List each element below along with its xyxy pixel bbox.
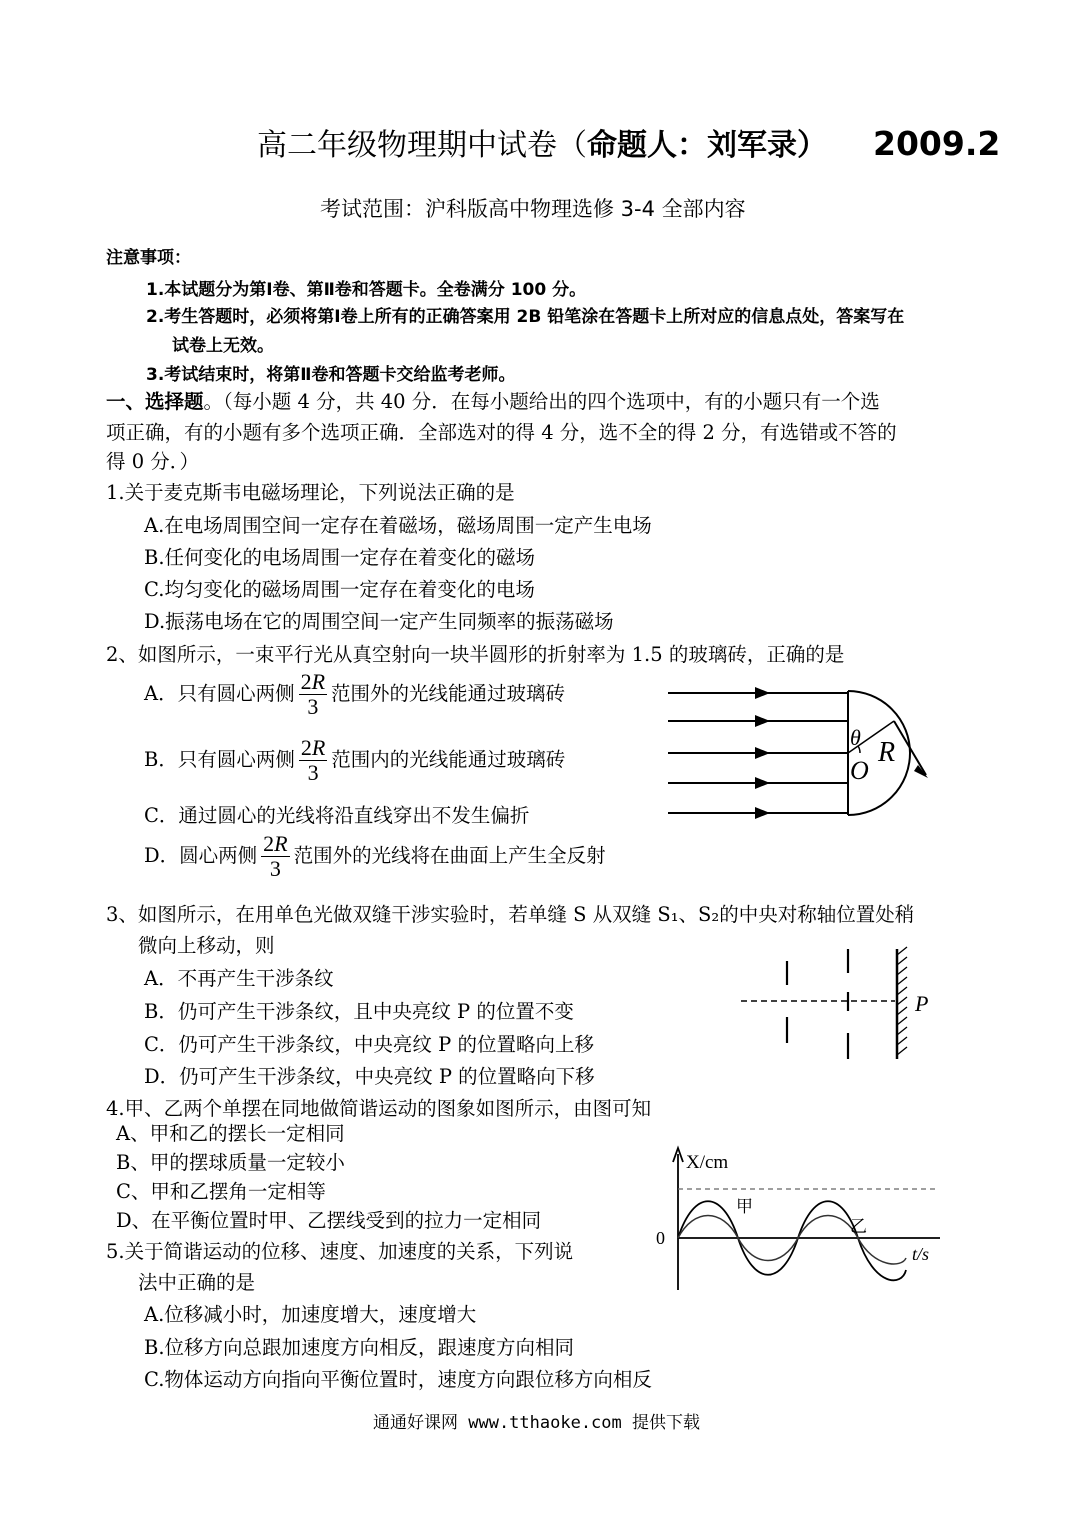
question-3-option-c: C．仍可产生干涉条纹，中央亮纹 P 的位置略向上移 (144, 1033, 594, 1056)
title-author: 命题人：刘军录） (587, 128, 827, 163)
glass-brick-figure (660, 675, 940, 825)
question-5-option-b: B.位移方向总跟加速度方向相反，跟速度方向相同 (144, 1336, 575, 1359)
question-1-stem: 1.关于麦克斯韦电磁场理论，下列说法正确的是 (106, 481, 515, 504)
title-year: 2009.2 (873, 124, 1001, 163)
question-1-option-d: D.振荡电场在它的周围空间一定产生同频率的振荡磁场 (144, 610, 614, 633)
note-item-3: 3.考试结束时，将第Ⅱ卷和答题卡交给监考老师。 (146, 365, 516, 385)
curve-jia (678, 1201, 906, 1280)
point-p-label: P (915, 991, 929, 1016)
notes-heading: 注意事项： (106, 248, 191, 268)
double-slit-figure (735, 945, 955, 1065)
theta-label: θ (850, 725, 861, 750)
fraction-2r-over-3: $\frac{2R}{3}$ (263, 831, 288, 881)
refracted-ray (894, 721, 926, 775)
radius-r-label: R (878, 737, 896, 768)
center-o-label: O (850, 756, 869, 785)
note-item-2: 2.考生答题时，必须将第Ⅰ卷上所有的正确答案用 2B 铅笔涂在答题卡上所对应的信息点处，答案写在 (146, 307, 905, 327)
question-5-option-c: C.物体运动方向指向平衡位置时，速度方向跟位移方向相反 (144, 1368, 652, 1391)
footer-source: 通通好课网 www.tthaoke.com 提供下载 (373, 1413, 700, 1433)
page-title (257, 120, 1000, 164)
question-1-option-c: C.均匀变化的磁场周围一定存在着变化的电场 (144, 578, 535, 601)
question-5-stem-line-1: 5.关于简谐运动的位移、速度、加速度的关系，下列说 (106, 1240, 574, 1263)
question-3-stem-line-2: 微向上移动，则 (138, 934, 275, 957)
question-1-option-b: B.任何变化的电场周围一定存在着变化的磁场 (144, 546, 536, 569)
question-3-option-b: B．仍可产生干涉条纹，且中央亮纹 P 的位置不变 (144, 1000, 574, 1023)
question-2-option-a: A．只有圆心两侧 $\frac{2R}{3}$ 范围外的光线能通过玻璃砖 (144, 669, 566, 719)
origin-label: 0 (656, 1228, 665, 1248)
fraction-2r-over-3: $\frac{2R}{3}$ (300, 669, 326, 719)
question-4-option-d: D、在平衡位置时甲、乙摆线受到的拉力一定相同 (116, 1209, 542, 1232)
section-intro-line-1: 一、选择题。（每小题 4 分，共 40 分．在每小题给出的四个选项中，有的小题只有一个选 (106, 390, 880, 413)
section-intro-line-3: 得 0 分．） (106, 450, 200, 473)
question-4-stem: 4.甲、乙两个单摆在同地做简谐运动的图象如图所示，由图可知 (106, 1097, 652, 1120)
question-4-option-a: A、甲和乙的摆长一定相同 (116, 1122, 345, 1145)
question-2-option-b: B．只有圆心两侧 $\frac{2R}{3}$ 范围内的光线能通过玻璃砖 (144, 735, 566, 785)
section-intro-line-2: 项正确，有的小题有多个选项正确．全部选对的得 4 分，选不全的得 2 分，有选错或不答的 (106, 421, 897, 444)
y-axis-label: X/cm (686, 1152, 729, 1173)
question-2-option-c: C．通过圆心的光线将沿直线穿出不发生偏折 (144, 804, 530, 827)
question-4-option-b: B、甲的摆球质量一定较小 (116, 1151, 345, 1174)
curve-yi-label: 乙 (850, 1217, 867, 1236)
question-4-option-c: C、甲和乙摆角一定相等 (116, 1180, 326, 1203)
question-2-option-d: D．圆心两侧 $\frac{2R}{3}$ 范围外的光线将在曲面上产生全反射 (144, 831, 606, 881)
exam-scope: 考试范围：沪科版高中物理选修 3-4 全部内容 (320, 197, 746, 221)
question-3-option-d: D．仍可产生干涉条纹，中央亮纹 P 的位置略向下移 (144, 1065, 595, 1088)
note-item-1: 1.本试题分为第Ⅰ卷、第Ⅱ卷和答题卡。全卷满分 100 分。 (146, 280, 587, 300)
question-5-option-a: A.位移减小时，加速度增大，速度增大 (144, 1303, 477, 1326)
question-2-stem: 2、如图所示，一束平行光从真空射向一块半圆形的折射率为 1.5 的玻璃砖，正确的是 (106, 643, 845, 666)
note-item-2-cont: 试卷上无效。 (172, 336, 274, 356)
screen-hatching (897, 947, 907, 1055)
question-1-option-a: A.在电场周围空间一定存在着磁场，磁场周围一定产生电场 (144, 514, 652, 537)
curve-jia-label: 甲 (736, 1197, 753, 1216)
question-3-stem-line-1: 3、如图所示，在用单色光做双缝干涉实验时，若单缝 S 从双缝 S₁、S₂的中央对称轴位置处稍 (106, 903, 915, 926)
fraction-2r-over-3: $\frac{2R}{3}$ (300, 735, 326, 785)
question-5-stem-line-2: 法中正确的是 (138, 1271, 256, 1294)
pendulum-graph (650, 1140, 960, 1300)
section-heading: 一、选择题 (106, 390, 204, 413)
curve-yi (678, 1216, 906, 1264)
question-3-option-a: A．不再产生干涉条纹 (144, 967, 334, 990)
x-axis-label: t/s (912, 1244, 930, 1264)
title-main: 高二年级物理期中试卷（ (257, 128, 587, 163)
